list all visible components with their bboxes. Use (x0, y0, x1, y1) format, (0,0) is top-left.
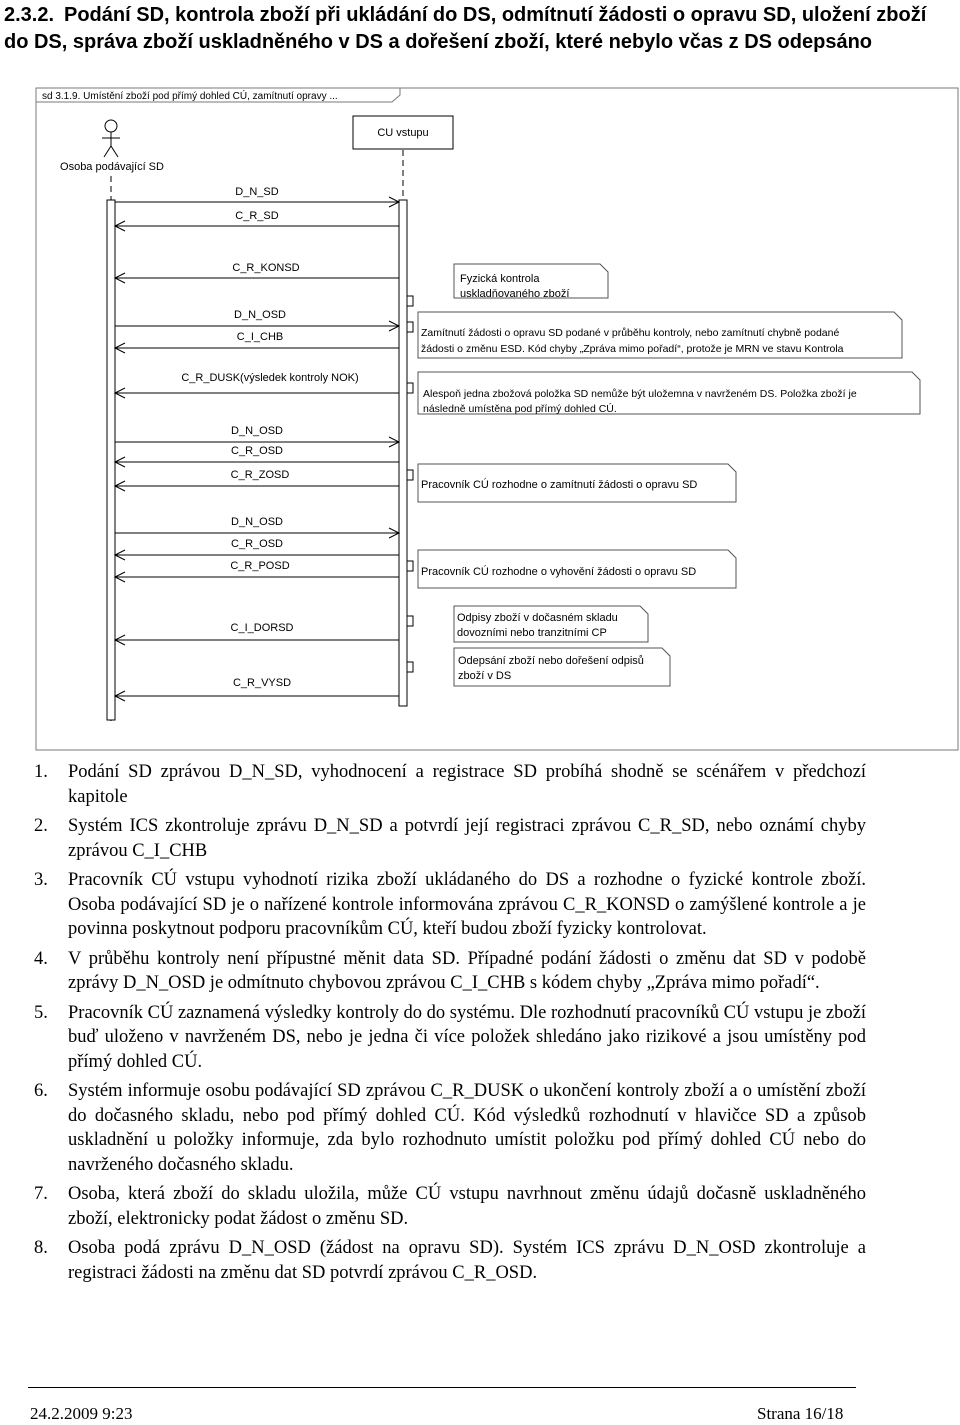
svg-text:D_N_SD: D_N_SD (235, 186, 279, 198)
system-activation (399, 200, 407, 706)
footer-divider (28, 1387, 856, 1388)
svg-text:zboží v DS: zboží v DS (458, 670, 512, 682)
svg-text:Alespoň jedna zbožová položka: Alespoň jedna zbožová položka SD nemůže být uložemna v navrženém DS. Položka zboží je (423, 388, 857, 400)
svg-text:C_R_OSD: C_R_OSD (231, 445, 283, 457)
message-d-n-sd (115, 186, 399, 207)
svg-text:Fyzická kontrola: Fyzická kontrola (460, 273, 540, 285)
message-d-n-osd-1 (115, 309, 399, 331)
svg-text:C_R_ZOSD: C_R_ZOSD (230, 469, 290, 481)
system-label: CU vstupu (377, 127, 429, 139)
step-text: Podání SD zprávou D_N_SD, vyhodnocení a registrace SD probíhá shodně se scénářem v předchozí kapitole (68, 762, 866, 807)
section-heading (4, 2, 944, 56)
svg-text:žádosti o změnu ESD. Kód chyby: žádosti o změnu ESD. Kód chyby „Zpráva mimo pořadí“, protože je MRN ve stavu Kontrola (421, 343, 844, 355)
svg-text:uskladňovaného zboží: uskladňovaného zboží (460, 288, 570, 300)
svg-text:C_R_KONSD: C_R_KONSD (232, 262, 300, 274)
actor-figure (102, 120, 120, 157)
step-text: V průběhu kontroly není přípustné měnit data SD. Případné podání žádosti o změnu dat SD v podobě zprávy D_N_OSD je odmítnuto chybovou zprávou C_I_CHB s kódem chyby „Zpráva mimo pořadí“. (68, 948, 866, 993)
diagram-frame (36, 88, 958, 750)
self-call-markers (407, 296, 413, 672)
svg-text:C_R_DUSK(výsledek kontroly NOK: C_R_DUSK(výsledek kontroly NOK) (181, 372, 359, 384)
step-text: Systém informuje osobu podávající SD zprávou C_R_DUSK o ukončení kontroly zboží a o umístění zboží do dočasného skladu, nebo pod přímý dohled CÚ. Kód výsledků rozhodnutí v hlavičce SD a způsob uskladnění u položky informuje, zda bylo rozhodnuto umístit položku pod přímý dohled CÚ nebo do navrženého dočasného skladu. (68, 1081, 866, 1175)
list-item: 6. Systém informuje osobu podávající SD zprávou C_R_DUSK o ukončení kontroly zboží a o umístění zboží do dočasného skladu, nebo pod přímý dohled CÚ. Kód výsledků rozhodnutí v hlavičce SD a způsob uskladnění u položky informuje, zda bylo rozhodnuto umístit položku pod přímý dohled CÚ nebo do navrženého dočasného skladu. (34, 1081, 866, 1175)
svg-text:C_I_DORSD: C_I_DORSD (230, 622, 294, 634)
footer-page-number: Strana 16/18 (757, 1404, 844, 1423)
note-direct-supervision (418, 372, 920, 415)
svg-text:následně umístěna pod přímý do: následně umístěna pod přímý dohled CÚ. (423, 403, 617, 415)
list-item: 2. Systém ICS zkontroluje zprávu D_N_SD a potvrdí její registraci zprávou C_R_SD, nebo oznámí chyby zprávou C_I_CHB (34, 816, 866, 861)
svg-text:dovozními nebo tranzitními CP: dovozními nebo tranzitními CP (457, 627, 607, 639)
list-item: 4. V průběhu kontroly není přípustné měnit data SD. Případné podání žádosti o změnu dat SD v podobě zprávy D_N_OSD je odmítnuto chybovou zprávou C_I_CHB s kódem chyby „Zpráva mimo pořadí“. (34, 948, 866, 993)
step-text: Pracovník CÚ vstupu vyhodnotí rizika zboží ukládaného do DS a rozhodne o fyzické kontrole zboží. Osoba podávající SD je o nařízené kontrole informována zprávou C_R_KONSD o zamýšlené kontrole a je povinna poskytnout podporu pracovníkům CÚ, kteří budou zboží fyzicky kontrolovat. (68, 870, 866, 939)
note-reject-correction (418, 464, 736, 502)
list-item: 1. Podání SD zprávou D_N_SD, vyhodnocení a registrace SD probíhá shodně se scénářem v předchozí kapitole (34, 762, 866, 807)
message-c-i-chb (115, 331, 399, 353)
svg-text:D_N_OSD: D_N_OSD (231, 425, 283, 437)
message-d-n-osd-2 (115, 425, 399, 447)
frame-label: sd 3.1.9. Umístění zboží pod přímý dohled CÚ, zamítnutí opravy ... (42, 91, 338, 102)
message-c-i-dorsd (115, 622, 399, 645)
svg-text:Odpisy zboží v dočasném skladu: Odpisy zboží v dočasném skladu (457, 612, 618, 624)
message-d-n-osd-3 (115, 516, 399, 538)
svg-text:C_R_OSD: C_R_OSD (231, 538, 283, 550)
message-c-r-osd-1 (115, 445, 399, 467)
svg-text:C_I_CHB: C_I_CHB (236, 331, 284, 343)
svg-text:Odepsání zboží nebo dořešení o: Odepsání zboží nebo dořešení odpisů (458, 655, 644, 667)
step-text: Pracovník CÚ zaznamená výsledky kontroly do do systému. Dle rozhodnutí pracovníků CÚ vstupu je zboží buď uloženo v navrženém DS, nebo je jedna či více položek shledáno jako rizikové a jsou umístěny pod přímý dohled CÚ. (68, 1002, 866, 1072)
sequence-diagram (0, 86, 960, 754)
section-number: 2.3.2. (4, 4, 55, 26)
footer-date: 24.2.2009 9:23 (30, 1404, 133, 1423)
message-c-r-posd (115, 560, 399, 582)
message-c-r-osd-2 (115, 538, 399, 560)
svg-text:D_N_OSD: D_N_OSD (234, 309, 286, 321)
steps-list (34, 760, 866, 1290)
list-item: 3. Pracovník CÚ vstupu vyhodnotí rizika zboží ukládaného do DS a rozhodne o fyzické kontrole zboží. Osoba podávající SD je o nařízené kontrole informována zprávou C_R_KONSD o zamýšlené kontrole a je povinna poskytnout podporu pracovníkům CÚ, kteří budou zboží fyzicky kontrolovat. (34, 870, 866, 939)
svg-text:Zamítnutí žádosti o opravu SD: Zamítnutí žádosti o opravu SD podané v průběhu kontroly, nebo zamítnutí chybně podané (421, 327, 840, 339)
list-item: 5. Pracovník CÚ zaznamená výsledky kontroly do do systému. Dle rozhodnutí pracovníků CÚ vstupu je zboží buď uloženo v navrženém DS, nebo je jedna či více položek shledáno jako rizikové a jsou umístěny pod přímý dohled CÚ. (34, 1002, 866, 1072)
svg-text:C_R_POSD: C_R_POSD (230, 560, 290, 572)
list-item: 7. Osoba, která zboží do skladu uložila, může CÚ vstupu navrhnout změnu údajů dočasně uskladněného zboží, elektronicky podat žádost o změnu SD. (34, 1184, 866, 1229)
message-c-r-vysd (115, 677, 399, 701)
message-c-r-dusk (115, 372, 399, 398)
message-c-r-konsd (115, 262, 399, 283)
svg-text:C_R_SD: C_R_SD (235, 210, 279, 222)
svg-text:Pracovník CÚ rozhodne o zamítn: Pracovník CÚ rozhodne o zamítnutí žádosti o opravu SD (421, 479, 698, 491)
note-write-offs (454, 606, 648, 642)
step-text: Osoba podá zprávu D_N_OSD (žádost na opravu SD). Systém ICS zprávu D_N_OSD zkontroluje a registraci žádosti na změnu dat SD potvrdí zprávou C_R_OSD. (68, 1238, 866, 1283)
section-title: Podání SD, kontrola zboží při ukládání do DS, odmítnutí žádosti o opravu SD, uložení zboží do DS, správa zboží uskladněného v DS a dořešení zboží, které nebylo včas z DS odepsáno (4, 4, 927, 53)
step-text: Systém ICS zkontroluje zprávu D_N_SD a potvrdí její registraci zprávou C_R_SD, nebo oznámí chyby zprávou C_I_CHB (68, 816, 866, 861)
note-accept-correction (418, 550, 736, 588)
message-c-r-sd (115, 210, 399, 231)
note-rejection (418, 312, 902, 358)
svg-text:C_R_VYSD: C_R_VYSD (232, 677, 292, 689)
step-text: Osoba, která zboží do skladu uložila, může CÚ vstupu navrhnout změnu údajů dočasně uskladněného zboží, elektronicky podat žádost o změnu SD. (68, 1184, 866, 1229)
actor-activation (107, 200, 115, 720)
list-item: 8. Osoba podá zprávu D_N_OSD (žádost na opravu SD). Systém ICS zprávu D_N_OSD zkontroluje a registraci žádosti na změnu dat SD potvrdí zprávou C_R_OSD. (34, 1238, 866, 1283)
actor-label: Osoba podávající SD (60, 161, 164, 173)
svg-text:Pracovník CÚ rozhodne o vyhově: Pracovník CÚ rozhodne o vyhovění žádosti o opravu SD (421, 566, 697, 578)
message-c-r-zosd (115, 469, 399, 491)
note-physical-check (454, 264, 608, 300)
svg-text:D_N_OSD: D_N_OSD (231, 516, 283, 528)
note-settlement (454, 648, 670, 686)
